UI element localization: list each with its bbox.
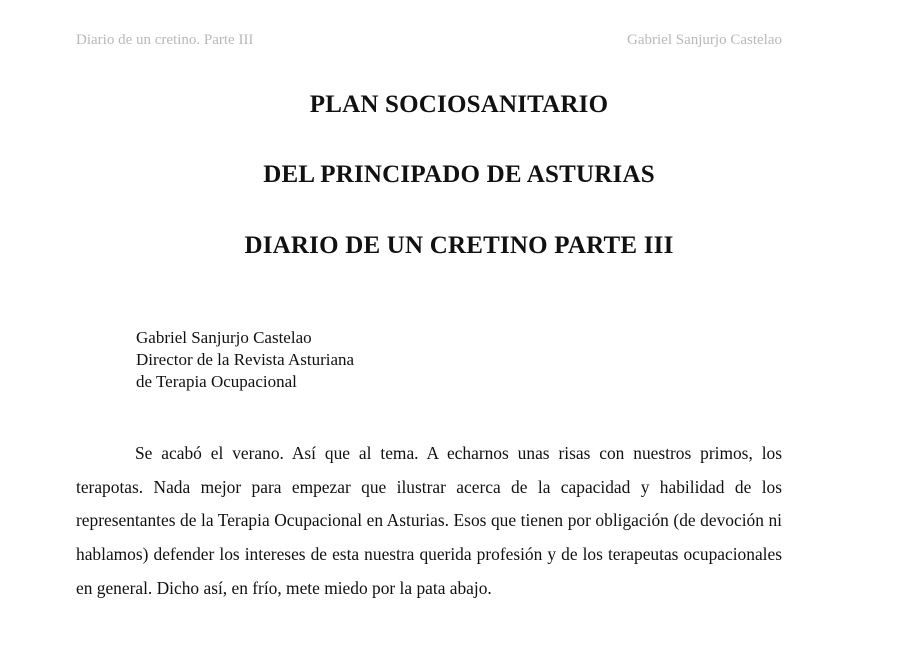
body-paragraph: Se acabó el verano. Así que al tema. A echarnos unas risas con nuestros primos, los terapotas. Nada mejor para empezar que ilustrar acerca de la capacidad y habilidad de los representantes de la Terapia Ocupacional en Asturias. Esos que tienen por obligación (de devoción ni hablamos) defender los intereses de esta nuestra querida profesión y de los terapeutas ocupacionales en general. Dicho así, en frío, mete miedo por la pata abajo.: [76, 443, 782, 598]
author-name: Gabriel Sanjurjo Castelao: [136, 328, 312, 347]
running-header: [76, 32, 782, 52]
header-left-text: Diario de un cretino. Parte III: [76, 32, 254, 48]
title-line-2: DEL PRINCIPADO DE ASTURIAS: [263, 161, 655, 188]
title-line-1: PLAN SOCIOSANITARIO: [309, 91, 609, 118]
author-role: Director de la Revista Asturiana: [136, 350, 355, 369]
author-publication: de Terapia Ocupacional: [136, 372, 297, 391]
author-block: [136, 327, 354, 393]
header-right-text: Gabriel Sanjurjo Castelao: [627, 32, 782, 48]
title-line-3: DIARIO DE UN CRETINO PARTE III: [244, 232, 674, 259]
